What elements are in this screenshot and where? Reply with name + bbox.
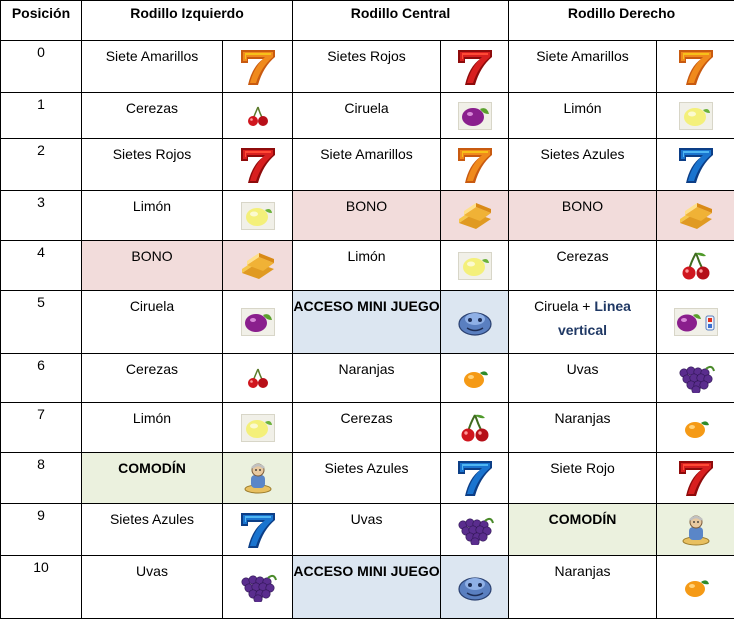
symbol-name: Limón [347, 248, 386, 264]
symbol-name-cell [293, 556, 441, 619]
grapes-icon [223, 572, 292, 602]
symbol-name-cell [509, 241, 657, 291]
symbol-icon-cell [657, 453, 734, 504]
symbol-name: Sietes Rojos [327, 48, 406, 64]
table-row [1, 41, 734, 93]
gold-bars-icon [223, 251, 292, 281]
seven-red-icon [441, 47, 508, 87]
symbol-icon-cell [223, 403, 293, 453]
symbol-icon-cell [441, 191, 509, 241]
position-cell: 5 [1, 291, 82, 354]
orange-icon [657, 575, 734, 599]
symbol-icon-cell [657, 504, 734, 556]
seven-blue-icon [441, 458, 508, 498]
header-right-reel: Rodillo Derecho [509, 1, 734, 41]
symbol-icon-cell [657, 139, 734, 191]
symbol-name: COMODÍN [118, 460, 186, 476]
symbol-icon-cell [441, 41, 509, 93]
seven-red-icon [657, 458, 734, 498]
symbol-name: Limón [132, 410, 172, 426]
symbol-name-cell [509, 191, 657, 241]
seven-yellow-icon [223, 47, 292, 87]
seven-red-icon [223, 145, 292, 185]
symbol-name: Ciruela [129, 298, 175, 314]
symbol-name: Siete Amarillos [536, 48, 629, 64]
symbol-icon-cell [657, 41, 734, 93]
position-cell: 0 [1, 41, 82, 93]
symbol-icon-cell [657, 93, 734, 139]
position-cell: 6 [1, 354, 82, 403]
symbol-icon-cell [441, 504, 509, 556]
symbol-icon-cell [223, 241, 293, 291]
symbol-name: Cerezas [340, 410, 393, 426]
symbol-name: Sietes Azules [540, 146, 625, 162]
seven-blue-icon [223, 510, 292, 550]
symbol-icon-cell [441, 453, 509, 504]
symbol-name-cell [82, 93, 223, 139]
grapes-icon [657, 363, 734, 393]
header-left-reel: Rodillo Izquierdo [82, 1, 293, 41]
symbol-name: BONO [345, 198, 388, 214]
symbol-icon-cell [223, 354, 293, 403]
mini-game-icon [441, 307, 508, 337]
table-row [1, 403, 734, 453]
symbol-icon-cell [223, 556, 293, 619]
cherry-small-icon [223, 104, 292, 128]
symbol-name: Sietes Rojos [112, 146, 192, 162]
grapes-icon [441, 515, 508, 545]
symbol-name-cell [82, 453, 223, 504]
reel-table-body [1, 41, 734, 619]
lemon-icon [657, 102, 734, 130]
symbol-name-cell [509, 139, 657, 191]
symbol-name-cell [82, 556, 223, 619]
table-row [1, 291, 734, 354]
symbol-name: Naranjas [554, 410, 611, 426]
symbol-name: ACCESO MINI JUEGO [293, 298, 440, 314]
table-row [1, 556, 734, 619]
symbol-icon-cell [441, 291, 509, 354]
position-cell: 2 [1, 139, 82, 191]
symbol-name-cell [293, 93, 441, 139]
position-cell: 10 [1, 556, 82, 619]
symbol-icon-cell [657, 191, 734, 241]
table-row [1, 504, 734, 556]
symbol-name: ACCESO MINI JUEGO [293, 563, 440, 579]
symbol-name-cell [82, 354, 223, 403]
symbol-icon-cell [657, 354, 734, 403]
symbol-icon-cell [223, 291, 293, 354]
position-cell: 7 [1, 403, 82, 453]
symbol-name: Cerezas [125, 100, 179, 116]
orange-icon [441, 366, 508, 390]
symbol-name-cell [82, 241, 223, 291]
symbol-name-cell [509, 453, 657, 504]
symbol-name-cell [82, 403, 223, 453]
table-row [1, 139, 734, 191]
symbol-extra-label: Linea vertical [557, 298, 631, 338]
symbol-name-cell [82, 504, 223, 556]
header-row [1, 1, 734, 41]
position-cell: 9 [1, 504, 82, 556]
cherry-icon [441, 412, 508, 444]
symbol-name: Sietes Azules [324, 460, 409, 476]
symbol-name: BONO [131, 248, 173, 264]
table-row [1, 453, 734, 504]
symbol-name-cell [293, 191, 441, 241]
symbol-name: Uvas [350, 511, 383, 527]
symbol-icon-cell [441, 139, 509, 191]
symbol-name-cell [293, 403, 441, 453]
symbol-name: Ciruela [344, 100, 389, 116]
symbol-icon-cell [441, 93, 509, 139]
symbol-icon-cell [223, 504, 293, 556]
position-cell: 3 [1, 191, 82, 241]
lemon-icon [223, 202, 292, 230]
symbol-name-cell [509, 403, 657, 453]
cherry-icon [657, 250, 734, 282]
wild-icon [657, 513, 734, 547]
symbol-name-cell [82, 291, 223, 354]
plum-plus-line-icon [657, 308, 734, 336]
symbol-name-cell [509, 354, 657, 403]
symbol-icon-cell [657, 403, 734, 453]
symbol-name: Limón [132, 198, 172, 214]
symbol-icon-cell [441, 556, 509, 619]
symbol-icon-cell [223, 453, 293, 504]
symbol-name-cell [293, 241, 441, 291]
symbol-name: Naranjas [338, 361, 395, 377]
symbol-name-cell [509, 504, 657, 556]
mini-game-icon [441, 572, 508, 602]
table-row [1, 191, 734, 241]
symbol-name-cell [293, 139, 441, 191]
symbol-name: Siete Amarillos [105, 48, 199, 64]
symbol-name: Cerezas [125, 361, 179, 377]
position-cell: 4 [1, 241, 82, 291]
symbol-icon-cell [657, 556, 734, 619]
symbol-name: Uvas [136, 563, 168, 579]
seven-yellow-icon [657, 47, 734, 87]
symbol-name-cell [293, 291, 441, 354]
position-cell: 8 [1, 453, 82, 504]
header-center-reel: Rodillo Central [293, 1, 509, 41]
symbol-name: Siete Rojo [550, 460, 615, 476]
header-position: Posición [1, 1, 82, 41]
symbol-name: Siete Amarillos [320, 146, 413, 162]
symbol-name-cell [293, 504, 441, 556]
symbol-name-cell [509, 41, 657, 93]
seven-yellow-icon [441, 145, 508, 185]
symbol-name-cell [509, 291, 657, 354]
orange-icon [657, 416, 734, 440]
symbol-icon-cell [223, 139, 293, 191]
lemon-icon [223, 414, 292, 442]
seven-blue-icon [657, 145, 734, 185]
plum-icon [223, 308, 292, 336]
symbol-name-cell [293, 453, 441, 504]
symbol-name-cell [82, 139, 223, 191]
symbol-name: COMODÍN [548, 511, 617, 527]
symbol-icon-cell [223, 191, 293, 241]
symbol-name: Cerezas [556, 248, 609, 264]
symbol-name-cell [82, 41, 223, 93]
symbol-name: BONO [561, 198, 604, 214]
wild-icon [223, 461, 292, 495]
symbol-name-cell [82, 191, 223, 241]
symbol-icon-cell [441, 354, 509, 403]
symbol-icon-cell [657, 241, 734, 291]
lemon-icon [441, 252, 508, 280]
position-cell: 1 [1, 93, 82, 139]
symbol-name-cell [509, 93, 657, 139]
symbol-icon-cell [223, 93, 293, 139]
symbol-name-cell [293, 354, 441, 403]
symbol-name: Uvas [566, 361, 599, 377]
symbol-name-cell [293, 41, 441, 93]
cherry-small-icon [223, 366, 292, 390]
symbol-icon-cell [657, 291, 734, 354]
symbol-name: Limón [563, 100, 602, 116]
symbol-name: Sietes Azules [109, 511, 195, 527]
symbol-icon-cell [441, 403, 509, 453]
symbol-name: Ciruela + [534, 298, 595, 314]
plum-icon [441, 102, 508, 130]
symbol-icon-cell [223, 41, 293, 93]
gold-bars-icon [441, 201, 508, 231]
symbol-name: Naranjas [554, 563, 611, 579]
symbol-icon-cell [441, 241, 509, 291]
table-row [1, 241, 734, 291]
table-row [1, 93, 734, 139]
gold-bars-icon [657, 201, 734, 231]
table-row [1, 354, 734, 403]
symbol-name-cell [509, 556, 657, 619]
